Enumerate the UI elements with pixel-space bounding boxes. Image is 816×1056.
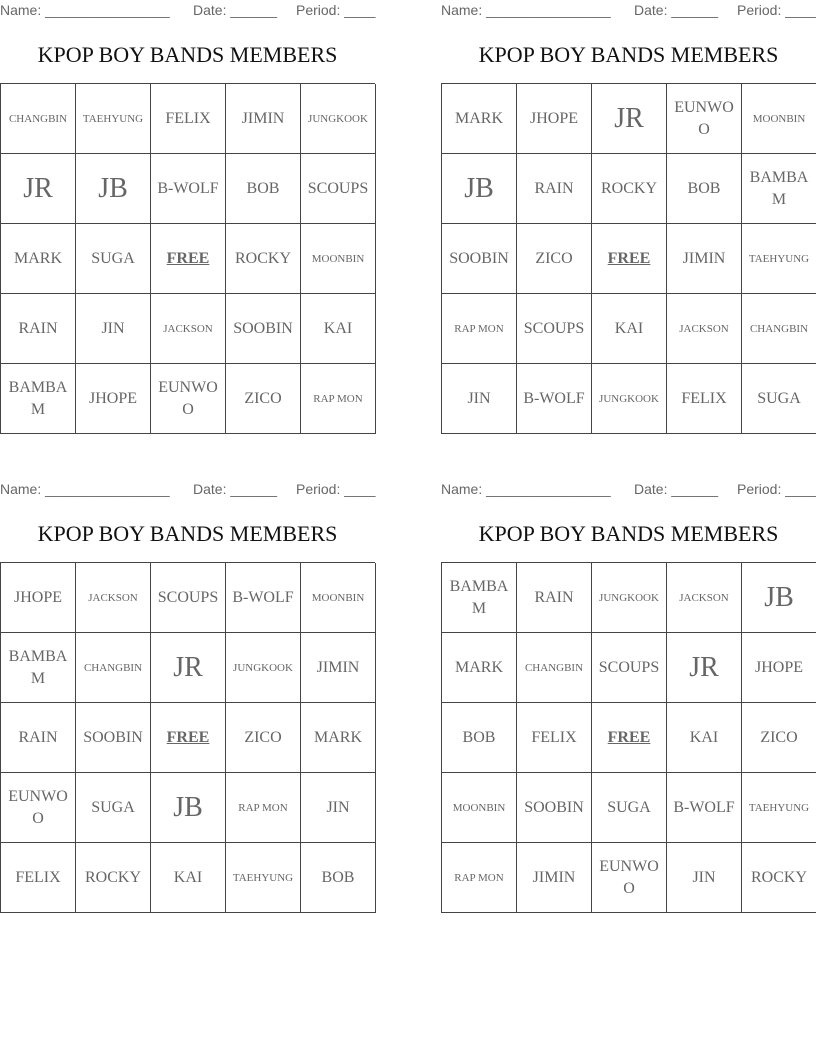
bingo-cell[interactable]: JIMIN xyxy=(667,224,742,294)
bingo-cell[interactable]: MARK xyxy=(442,84,517,154)
date-field[interactable]: Date: ______ xyxy=(193,2,278,18)
bingo-cell[interactable]: JIN xyxy=(76,294,151,364)
free-space-cell[interactable]: FREE xyxy=(592,703,667,773)
bingo-cell[interactable]: RAP MON xyxy=(442,294,517,364)
date-field[interactable]: Date: ______ xyxy=(634,481,719,497)
bingo-cell[interactable]: EUNWOO xyxy=(151,364,226,434)
period-field[interactable]: Period: ____ xyxy=(296,481,376,497)
bingo-cell[interactable]: MARK xyxy=(301,703,376,773)
bingo-cell[interactable]: TAEHYUNG xyxy=(76,84,151,154)
bingo-cell[interactable]: ROCKY xyxy=(592,154,667,224)
bingo-cell[interactable]: MOONBIN xyxy=(301,224,376,294)
bingo-cell[interactable]: JUNGKOOK xyxy=(301,84,376,154)
bingo-cell[interactable]: B-WOLF xyxy=(226,563,301,633)
bingo-cell[interactable]: MOONBIN xyxy=(301,563,376,633)
bingo-cell[interactable]: ZICO xyxy=(226,703,301,773)
bingo-cell[interactable]: KAI xyxy=(151,843,226,913)
bingo-cell[interactable]: JR xyxy=(1,154,76,224)
bingo-cell[interactable]: JACKSON xyxy=(151,294,226,364)
bingo-cell[interactable]: JUNGKOOK xyxy=(592,563,667,633)
bingo-cell[interactable]: MARK xyxy=(442,633,517,703)
bingo-cell[interactable]: JHOPE xyxy=(1,563,76,633)
bingo-cell[interactable]: EUNWOO xyxy=(592,843,667,913)
bingo-cell[interactable]: SOOBIN xyxy=(442,224,517,294)
bingo-cell[interactable]: CHANGBIN xyxy=(742,294,816,364)
bingo-cell[interactable]: SOOBIN xyxy=(517,773,592,843)
free-space-cell[interactable]: FREE xyxy=(592,224,667,294)
bingo-cell[interactable]: FELIX xyxy=(151,84,226,154)
date-field[interactable]: Date: ______ xyxy=(634,2,719,18)
bingo-cell[interactable]: MOONBIN xyxy=(442,773,517,843)
bingo-cell[interactable]: TAEHYUNG xyxy=(742,224,816,294)
bingo-cell[interactable]: SOOBIN xyxy=(76,703,151,773)
period-field[interactable]: Period: ____ xyxy=(737,2,816,18)
bingo-cell[interactable]: JIMIN xyxy=(226,84,301,154)
bingo-cell[interactable]: RAP MON xyxy=(226,773,301,843)
bingo-cell[interactable]: BOB xyxy=(667,154,742,224)
bingo-cell[interactable]: KAI xyxy=(301,294,376,364)
card-header xyxy=(441,0,816,22)
bingo-grid xyxy=(441,83,816,434)
card-title: KPOP BOY BANDS MEMBERS xyxy=(478,521,779,546)
bingo-cell[interactable]: BAMBAM xyxy=(442,563,517,633)
bingo-cell[interactable]: ZICO xyxy=(517,224,592,294)
bingo-cell[interactable]: SCOUPS xyxy=(151,563,226,633)
bingo-cell[interactable]: SUGA xyxy=(76,224,151,294)
bingo-card xyxy=(441,479,816,913)
bingo-grid xyxy=(0,562,375,913)
bingo-cell[interactable]: ZICO xyxy=(742,703,816,773)
card-title: KPOP BOY BANDS MEMBERS xyxy=(37,42,338,67)
bingo-cell[interactable]: JB xyxy=(742,563,816,633)
bingo-cell[interactable]: B-WOLF xyxy=(667,773,742,843)
bingo-grid xyxy=(0,83,375,434)
name-field[interactable]: Name: ________________ xyxy=(441,481,611,497)
bingo-cell[interactable]: SUGA xyxy=(76,773,151,843)
bingo-card xyxy=(0,479,375,913)
bingo-cell[interactable]: JACKSON xyxy=(667,563,742,633)
bingo-card xyxy=(0,0,375,434)
bingo-cell[interactable]: JR xyxy=(667,633,742,703)
bingo-cell[interactable]: RAIN xyxy=(517,154,592,224)
card-title: KPOP BOY BANDS MEMBERS xyxy=(478,42,779,67)
bingo-cell[interactable]: JHOPE xyxy=(76,364,151,434)
bingo-cell[interactable]: JACKSON xyxy=(76,563,151,633)
bingo-cell[interactable]: BOB xyxy=(301,843,376,913)
bingo-cell[interactable]: B-WOLF xyxy=(151,154,226,224)
bingo-cell[interactable]: TAEHYUNG xyxy=(742,773,816,843)
card-title: KPOP BOY BANDS MEMBERS xyxy=(37,521,338,546)
bingo-cell[interactable]: EUNWOO xyxy=(1,773,76,843)
free-space-cell[interactable]: FREE xyxy=(151,224,226,294)
card-header xyxy=(0,0,375,22)
bingo-cell[interactable]: JR xyxy=(592,84,667,154)
bingo-cell[interactable]: RAP MON xyxy=(301,364,376,434)
bingo-cell[interactable]: RAP MON xyxy=(442,843,517,913)
bingo-cell[interactable]: BOB xyxy=(442,703,517,773)
bingo-cell[interactable]: MOONBIN xyxy=(742,84,816,154)
bingo-cell[interactable]: MARK xyxy=(1,224,76,294)
bingo-cell[interactable]: FELIX xyxy=(667,364,742,434)
bingo-cell[interactable]: JACKSON xyxy=(667,294,742,364)
bingo-cell[interactable]: SUGA xyxy=(742,364,816,434)
bingo-cell[interactable]: SCOUPS xyxy=(301,154,376,224)
bingo-cell[interactable]: B-WOLF xyxy=(517,364,592,434)
free-space-cell[interactable]: FREE xyxy=(151,703,226,773)
bingo-card xyxy=(441,0,816,434)
bingo-cell[interactable]: JUNGKOOK xyxy=(226,633,301,703)
bingo-cell[interactable]: RAIN xyxy=(517,563,592,633)
bingo-cell[interactable]: CHANGBIN xyxy=(517,633,592,703)
name-field[interactable]: Name: ________________ xyxy=(0,2,170,18)
bingo-cell[interactable]: BAMBAM xyxy=(1,633,76,703)
bingo-cell[interactable]: EUNWOO xyxy=(667,84,742,154)
period-field[interactable]: Period: ____ xyxy=(296,2,376,18)
bingo-cell[interactable]: TAEHYUNG xyxy=(226,843,301,913)
bingo-cell[interactable]: RAIN xyxy=(1,294,76,364)
bingo-cell[interactable]: FELIX xyxy=(1,843,76,913)
bingo-cell[interactable]: SCOUPS xyxy=(592,633,667,703)
bingo-cell[interactable]: JIN xyxy=(301,773,376,843)
bingo-cell[interactable]: BAMBAM xyxy=(1,364,76,434)
bingo-cell[interactable]: JB xyxy=(442,154,517,224)
bingo-cell[interactable]: SUGA xyxy=(592,773,667,843)
bingo-cell[interactable]: KAI xyxy=(667,703,742,773)
bingo-cell[interactable]: JIN xyxy=(667,843,742,913)
bingo-cell[interactable]: JR xyxy=(151,633,226,703)
bingo-cell[interactable]: ZICO xyxy=(226,364,301,434)
bingo-cell[interactable]: KAI xyxy=(592,294,667,364)
bingo-cell[interactable]: SCOUPS xyxy=(517,294,592,364)
bingo-cell[interactable]: SOOBIN xyxy=(226,294,301,364)
bingo-cell[interactable]: ROCKY xyxy=(76,843,151,913)
bingo-cell[interactable]: CHANGBIN xyxy=(1,84,76,154)
bingo-cell[interactable]: JHOPE xyxy=(742,633,816,703)
name-field[interactable]: Name: ________________ xyxy=(441,2,611,18)
bingo-cell[interactable]: CHANGBIN xyxy=(76,633,151,703)
name-field[interactable]: Name: ________________ xyxy=(0,481,170,497)
bingo-grid xyxy=(441,562,816,913)
date-field[interactable]: Date: ______ xyxy=(193,481,278,497)
bingo-cell[interactable]: ROCKY xyxy=(742,843,816,913)
bingo-cell[interactable]: JIMIN xyxy=(301,633,376,703)
bingo-cell[interactable]: JIMIN xyxy=(517,843,592,913)
bingo-cell[interactable]: BAMBAM xyxy=(742,154,816,224)
bingo-cell[interactable]: JHOPE xyxy=(517,84,592,154)
bingo-cell[interactable]: JB xyxy=(76,154,151,224)
bingo-cell[interactable]: ROCKY xyxy=(226,224,301,294)
bingo-cell[interactable]: JIN xyxy=(442,364,517,434)
period-field[interactable]: Period: ____ xyxy=(737,481,816,497)
bingo-cell[interactable]: FELIX xyxy=(517,703,592,773)
bingo-cell[interactable]: JUNGKOOK xyxy=(592,364,667,434)
card-header xyxy=(0,479,375,501)
bingo-cell[interactable]: BOB xyxy=(226,154,301,224)
card-header xyxy=(441,479,816,501)
bingo-cell[interactable]: JB xyxy=(151,773,226,843)
bingo-cell[interactable]: RAIN xyxy=(1,703,76,773)
